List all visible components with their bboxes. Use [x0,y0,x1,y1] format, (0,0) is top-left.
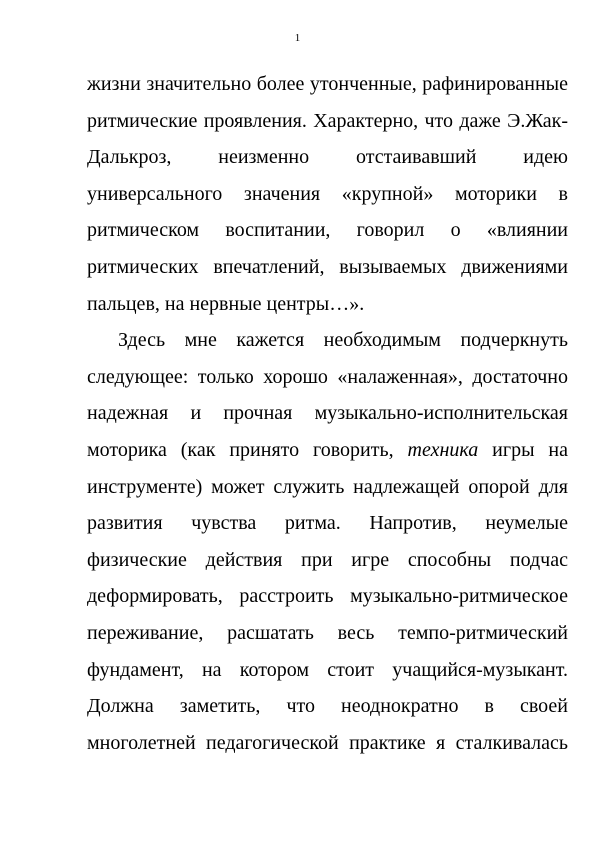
text-line: развития чувства ритма. Напротив, неумелые [87,512,568,535]
document-body [87,66,568,761]
text-line: Далькроз, неизменно отстаивавший идею [87,146,568,169]
text-line: ритмические проявления. Характерно, что даже Э.Жак- [87,109,568,132]
text-line: инструменте) может служить надлежащей опорой для [87,475,568,498]
text-line: переживание, расшатать весь темпо-ритмический [87,621,568,644]
text-line: ритмическом воспитании, говорил о «влиянии [87,219,568,242]
text-segment: моторика (как принято говорить, [87,438,408,461]
text-line: физические действия при игре способны подчас [87,548,568,571]
text-line: фундамент, на котором стоит учащийся-музыкант. [87,658,568,681]
text-line: Должна заметить, что неоднократно в своей [87,695,568,718]
text-line: многолетней педагогической практике я сталкивалась [87,731,568,754]
emphasized-term: техника [407,438,479,461]
text-line: надежная и прочная музыкально-исполнительская [87,402,568,425]
page-number: 1 [294,32,301,44]
paragraph [87,322,568,761]
text-segment: игры на [478,438,568,461]
text-line: универсального значения «крупной» моторики в [87,182,568,205]
text-line: пальцев, на нервные центры…». [87,292,365,315]
text-line: следующее: только хорошо «налаженная», достаточно [87,365,568,388]
text-line: жизни значительно более утонченные, рафинированные [87,73,568,95]
paragraph [87,66,568,322]
text-line: Здесь мне кажется необходимым подчеркнуть [118,329,568,352]
text-line: ритмических впечатлений, вызываемых движениями [87,255,568,278]
text-line [87,432,568,469]
text-line: деформировать, расстроить музыкально-ритмическое [87,585,568,608]
